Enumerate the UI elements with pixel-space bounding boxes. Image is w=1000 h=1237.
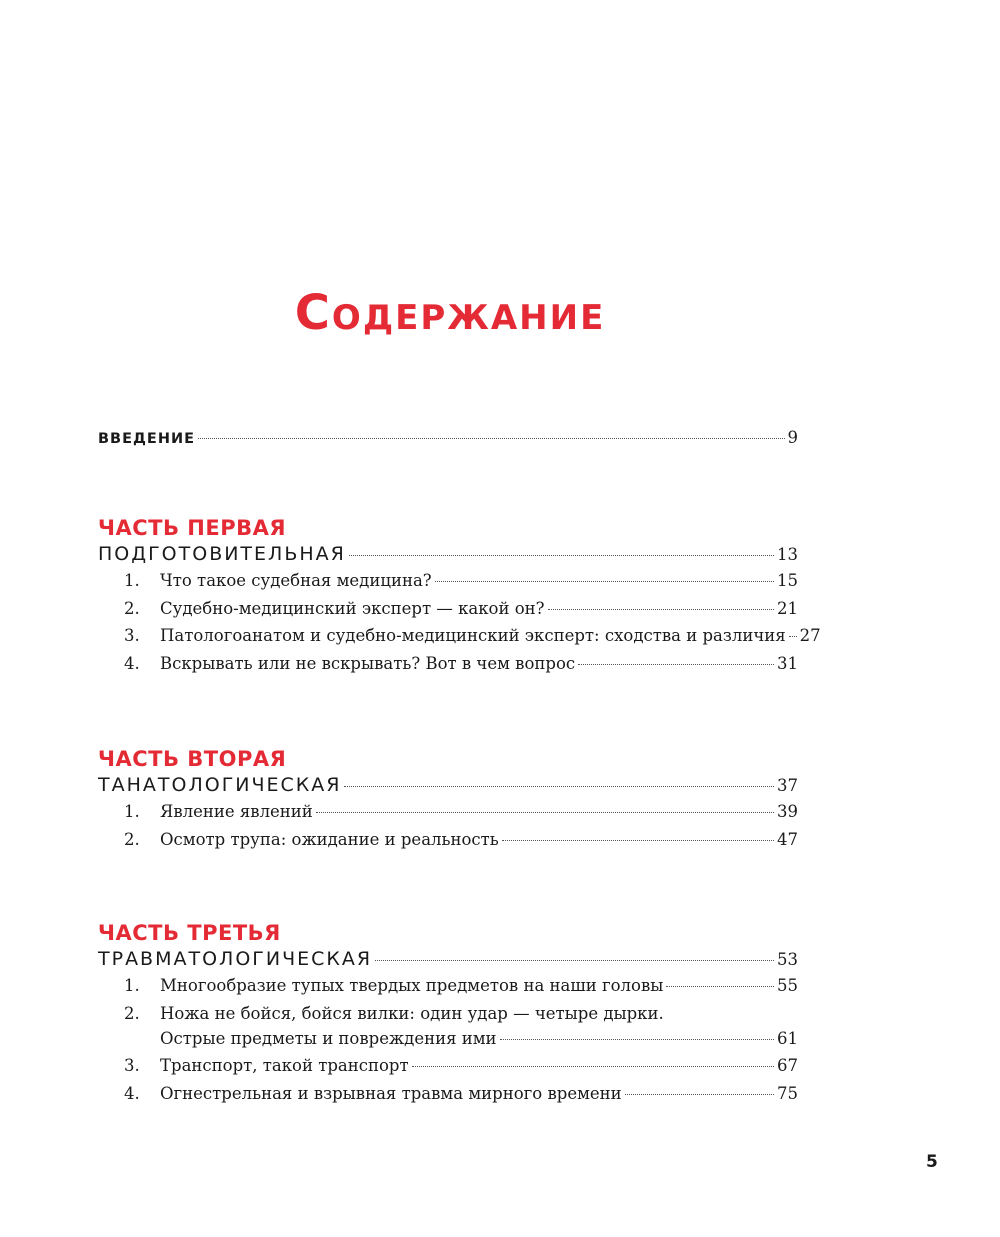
leader-dots bbox=[502, 840, 774, 841]
toc-entry[interactable] bbox=[98, 626, 821, 654]
toc-entry-page: 61 bbox=[777, 1028, 798, 1048]
leader-dots bbox=[789, 636, 797, 637]
toc-entry-label: Острые предметы и повреждения ими bbox=[160, 1028, 497, 1048]
leader-dots bbox=[435, 581, 774, 582]
toc-entry-number: 4. bbox=[124, 1083, 140, 1103]
page-title: Содержание bbox=[294, 285, 606, 341]
toc-part-3 bbox=[98, 918, 798, 1111]
toc-entry-label: Осмотр трупа: ожидание и реальность bbox=[160, 829, 499, 849]
leader-dots bbox=[625, 1094, 774, 1095]
leader-dots bbox=[316, 812, 774, 813]
toc-entry-page: 15 bbox=[777, 571, 798, 590]
toc-entry-label: ТАНАТОЛОГИЧЕСКАЯ bbox=[98, 774, 342, 796]
toc-entry-page: 37 bbox=[777, 776, 798, 795]
leader-dots bbox=[375, 960, 774, 961]
part-heading: ЧАСТЬ ПЕРВАЯ bbox=[98, 516, 287, 540]
toc-entry-page: 67 bbox=[777, 1056, 798, 1075]
toc-entry-continuation[interactable] bbox=[98, 1029, 798, 1057]
toc-entry-label: Ножа не бойся, бойся вилки: один удар — четыре дырки. bbox=[160, 1003, 664, 1023]
toc-entry-number: 2. bbox=[124, 598, 140, 618]
toc-entry-label: ВВЕДЕНИЕ bbox=[98, 431, 196, 447]
leader-dots bbox=[349, 555, 774, 556]
toc-entry-label: Патологоанатом и судебно-медицинский эксперт: сходства и различия bbox=[160, 626, 786, 645]
toc-entry[interactable] bbox=[98, 1084, 798, 1112]
toc-entry[interactable] bbox=[98, 802, 798, 830]
toc-entry-page: 27 bbox=[799, 626, 821, 645]
toc-entry[interactable] bbox=[98, 830, 798, 858]
toc-entry-number: 1. bbox=[124, 976, 140, 995]
page-number: 5 bbox=[926, 1152, 938, 1172]
toc-intro bbox=[98, 428, 798, 456]
toc-entry-page: 31 bbox=[777, 653, 798, 673]
toc-entry-number: 3. bbox=[124, 1056, 140, 1075]
toc-entry[interactable] bbox=[98, 976, 798, 1004]
leader-dots bbox=[500, 1039, 774, 1040]
toc-entry-page: 75 bbox=[777, 1083, 798, 1103]
toc-entry-page: 47 bbox=[777, 829, 798, 849]
toc-entry-part[interactable] bbox=[98, 543, 798, 571]
toc-entry-number: 1. bbox=[124, 802, 140, 821]
leader-dots bbox=[548, 609, 774, 610]
toc-entry-page: 13 bbox=[777, 545, 798, 564]
toc-entry-label: ПОДГОТОВИТЕЛЬНАЯ bbox=[98, 543, 346, 565]
toc-entry-label: Огнестрельная и взрывная травма мирного времени bbox=[160, 1083, 622, 1103]
toc-entry[interactable] bbox=[98, 1056, 798, 1084]
toc-entry-label: Судебно-медицинский эксперт — какой он? bbox=[160, 598, 545, 618]
leader-dots bbox=[666, 986, 774, 987]
toc-entry-label: Вскрывать или не вскрывать? Вот в чем вопрос bbox=[160, 653, 576, 673]
toc-entry-page: 55 bbox=[777, 976, 798, 995]
toc-entry[interactable] bbox=[98, 654, 798, 682]
toc-entry-part[interactable] bbox=[98, 948, 798, 976]
toc-entry-number: 3. bbox=[124, 626, 140, 645]
toc-entry-label: Многообразие тупых твердых предметов на наши головы bbox=[160, 976, 664, 995]
leader-dots bbox=[412, 1066, 774, 1067]
part-heading: ЧАСТЬ ВТОРАЯ bbox=[98, 747, 287, 771]
toc-entry-page: 39 bbox=[777, 802, 798, 821]
leader-dots bbox=[578, 664, 774, 665]
toc-entry-label: Транспорт, такой транспорт bbox=[160, 1056, 409, 1075]
toc-entry-part[interactable] bbox=[98, 774, 798, 802]
toc-entry-number: 2. bbox=[124, 1003, 140, 1023]
toc-entry-page: 9 bbox=[787, 428, 798, 447]
part-heading: ЧАСТЬ ТРЕТЬЯ bbox=[98, 921, 281, 945]
toc-entry[interactable] bbox=[98, 599, 798, 627]
toc-entry-number: 1. bbox=[124, 571, 140, 590]
toc-part-1 bbox=[98, 513, 821, 681]
toc-entry-page: 21 bbox=[777, 598, 798, 618]
toc-entry-label: ТРАВМАТОЛОГИЧЕСКАЯ bbox=[98, 948, 373, 970]
toc-part-2 bbox=[98, 744, 798, 857]
toc-entry-number: 4. bbox=[124, 653, 140, 673]
toc-entry-intro[interactable] bbox=[98, 428, 798, 456]
toc-entry[interactable] bbox=[98, 571, 798, 599]
leader-dots bbox=[344, 786, 774, 787]
toc-entry-label: Явление явлений bbox=[160, 802, 313, 821]
toc-entry-page: 53 bbox=[777, 950, 798, 969]
leader-dots bbox=[198, 438, 784, 439]
toc-entry[interactable] bbox=[98, 1004, 798, 1029]
toc-entry-number: 2. bbox=[124, 829, 140, 849]
toc-entry-label: Что такое судебная медицина? bbox=[160, 571, 432, 590]
